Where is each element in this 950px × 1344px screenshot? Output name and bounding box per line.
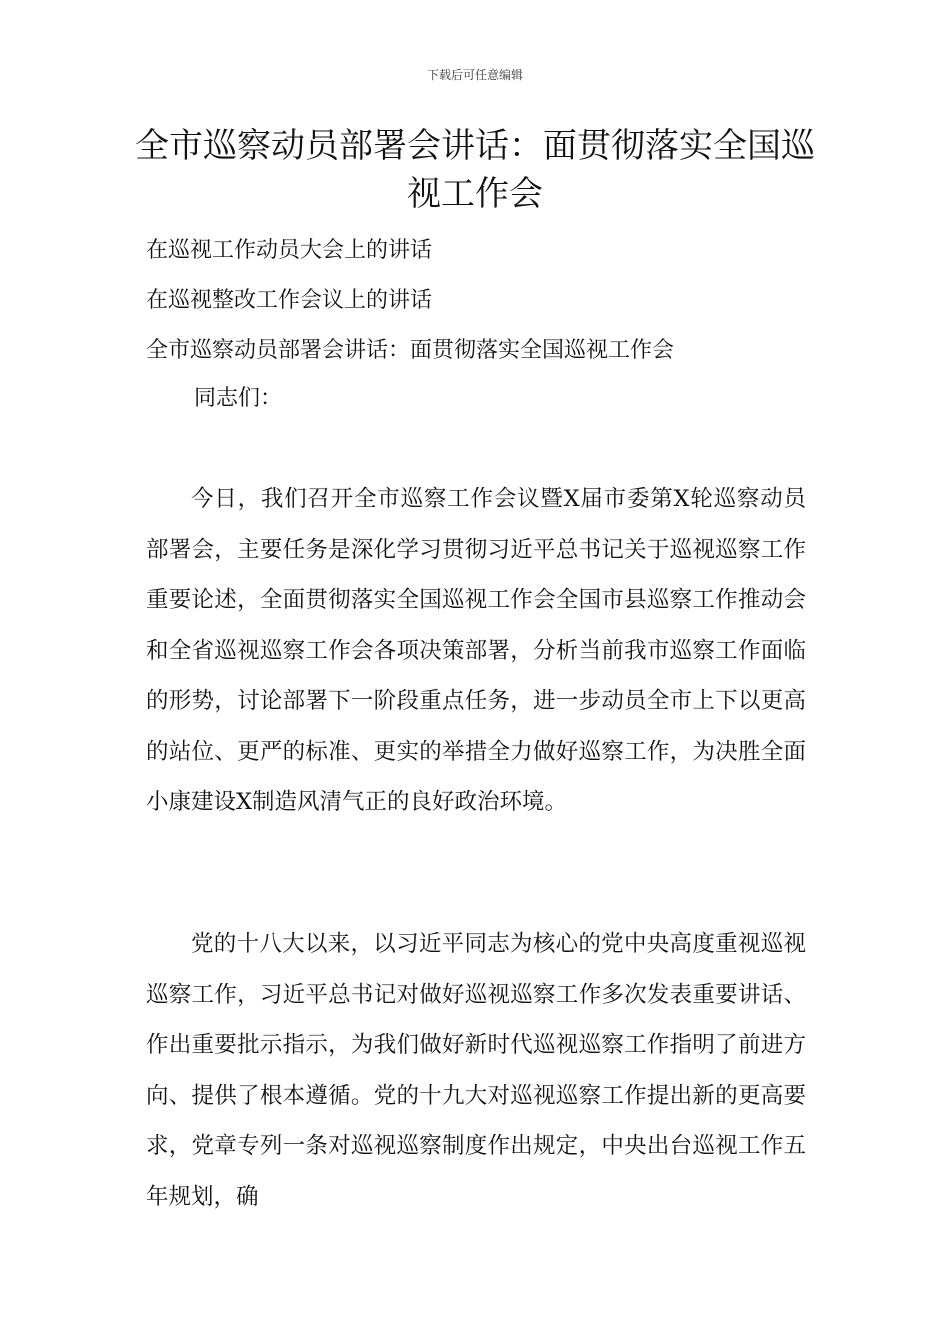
header-note: 下载后可任意编辑 xyxy=(426,68,523,82)
body-paragraph: 党的十八大以来，以习近平同志为核心的党中央高度重视巡视巡察工作，习近平总书记对做好巡视巡察工作多次发表重要讲话、作出重要批示指示，为我们做好新时代巡视巡察工作指明了前进方向、提供了根本遵循。党的十九大对巡视巡察工作提出新的更高要求，党章专列一条对巡视巡察制度作出规定，中央出台巡视工作五年规划，确 xyxy=(146,931,806,1210)
body-paragraph: 今日，我们召开全市巡察工作会议暨X届市委第X轮巡察动员部署会，主要任务是深化学习贯彻习近平总书记关于巡视巡察工作重要论述，全面贯彻落实全国巡视工作会全国市县巡察工作推动会和全省巡视巡察工作会各项决策部署，分析当前我市巡察工作面临的形势，讨论部署下一阶段重点任务，进一步动员全市上下以更高的站位、更严的标准、更实的举措全力做好巡察工作，为决胜全面小康建设X制造风清气正的良好政治环境。 xyxy=(146,486,806,815)
subtitle-line: 全市巡察动员部署会讲话：面贯彻落实全国巡视工作会 xyxy=(146,338,675,363)
greeting: 同志们： xyxy=(194,386,283,411)
document-title: 全市巡察动员部署会讲话：面贯彻落实全国巡视工作会 xyxy=(135,126,815,214)
subtitle-list xyxy=(146,226,826,376)
subtitle-line: 在巡视整改工作会议上的讲话 xyxy=(146,288,433,313)
subtitle-line: 在巡视工作动员大会上的讲话 xyxy=(146,238,433,263)
